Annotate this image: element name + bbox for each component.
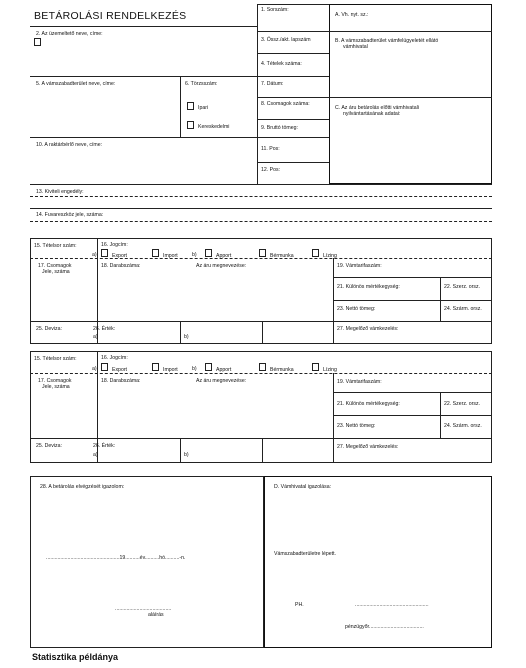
footer-label: Statisztika példánya <box>32 652 119 662</box>
item1-field-26: 26. Érték: <box>93 326 116 332</box>
item1-bermunka-checkbox[interactable] <box>259 249 266 257</box>
item1-import-checkbox[interactable] <box>152 249 159 257</box>
field-6-label: 6. Törzsszám: <box>185 81 218 87</box>
item1-field-22: 22. Szerz. orsz. <box>444 284 481 290</box>
item1-field-25: 25. Deviza: <box>36 326 62 332</box>
item2-26-b: b) <box>184 452 189 458</box>
item2-field-16: 16. Jogcím: <box>101 355 128 361</box>
field-9-label: 9. Bruttó tömeg: <box>261 125 298 131</box>
item1-field-15: 15. Tételsor szám: <box>34 243 77 249</box>
item1-field-16: 16. Jogcím: <box>101 242 128 248</box>
item1-16-b: b) <box>192 252 197 258</box>
field-12-label: 12. Pos: <box>261 167 281 173</box>
field-11-label: 11. Pos: <box>261 146 280 152</box>
ipari-label: Ipari <box>198 105 209 111</box>
item1-lizing-label: Lízing <box>323 253 337 259</box>
item1-field-17b: Jele, száma <box>42 269 70 275</box>
item2-field-27: 27. Megelőző vámkezelés: <box>337 444 399 450</box>
item1-apport-label: Apport <box>216 253 232 259</box>
item2-field-17a: 17. Csomagok <box>38 378 72 384</box>
kereskedelmi-checkbox[interactable] <box>187 121 194 129</box>
item2-field-17b: Jele, száma <box>42 384 70 390</box>
item2-field-18: 18. Darabszáma: <box>101 378 141 384</box>
item1-26-b: b) <box>184 334 189 340</box>
field-b-label-1: B. A vámszabadterület vámfelügyeletét ellátó <box>335 38 439 44</box>
item1-apport-checkbox[interactable] <box>205 249 212 257</box>
field-2-label: 2. Az üzemeltető neve, címe: <box>36 31 103 37</box>
ph-dots: ................................................... <box>355 602 429 608</box>
date-line: ...................................................19..........év..........hó..........-n. <box>46 555 186 561</box>
field-28-label: 28. A betárolás elvégzését igazolom: <box>40 484 125 490</box>
field-5-label: 5. A vámszabadterület neve, címe: <box>36 81 116 87</box>
field-1-label: 1. Sorszám: <box>261 7 289 13</box>
item2-bermunka-label: Bérmunka <box>270 367 294 373</box>
item2-import-label: Import <box>163 367 178 373</box>
item2-export-checkbox[interactable] <box>101 363 108 371</box>
item2-bermunka-checkbox[interactable] <box>259 363 266 371</box>
item1-field-19: 19. Vámtarifaszám: <box>337 263 382 269</box>
item1-field-18: 18. Darabszáma: <box>101 263 141 269</box>
field-b-label-2: vámhivatal <box>343 44 368 50</box>
item2-import-checkbox[interactable] <box>152 363 159 371</box>
item2-16-a: a) <box>92 366 97 372</box>
item2-lizing-label: Lízing <box>323 367 337 373</box>
field-8-label: 8. Csomagok száma: <box>261 101 310 107</box>
item1-bermunka-label: Bérmunka <box>270 253 294 259</box>
field-14-label: 14. Fuvareszköz jele, száma: <box>36 212 104 218</box>
item2-apport-label: Apport <box>216 367 232 373</box>
field-c-label-2: nyilvántartásának adatai: <box>343 111 401 117</box>
item2-field-25: 25. Deviza: <box>36 443 62 449</box>
form-title: BETÁROLÁSI RENDELKEZÉS <box>34 10 187 22</box>
item1-26-a: a) <box>93 334 98 340</box>
field-7-label: 7. Dátum: <box>261 81 284 87</box>
item2-field-18-desc: Az áru megnevezése: <box>196 378 247 384</box>
item1-field-23: 23. Nettó tömeg: <box>337 306 376 312</box>
item2-26-a: a) <box>93 452 98 458</box>
cashier-label: pénzügyőr <box>345 624 370 630</box>
field-a-label: A. Vh. nyt. sz.: <box>335 12 369 18</box>
ipari-checkbox[interactable] <box>187 102 194 110</box>
item2-field-19: 19. Vámtarifaszám: <box>337 379 382 385</box>
field-10-label: 10. A raktárbérlő neve, címe: <box>36 142 103 148</box>
item1-field-18-desc: Az áru megnevezése: <box>196 263 247 269</box>
field-4-label: 4. Tételek száma: <box>261 61 302 67</box>
item2-field-15: 15. Tételsor szám: <box>34 356 77 362</box>
field-c-label-1: C. Az áru betárolás előtti vámhivatali <box>335 105 419 111</box>
item1-export-label: Export <box>112 253 127 259</box>
item1-lizing-checkbox[interactable] <box>312 249 319 257</box>
item1-import-label: Import <box>163 253 178 259</box>
item2-field-26: 26. Érték: <box>93 443 116 449</box>
item2-field-23: 23. Nettó tömeg: <box>337 423 376 429</box>
field-2-box[interactable] <box>34 38 41 46</box>
item2-16-b: b) <box>192 366 197 372</box>
item2-field-21: 21. Különös mértékegység: <box>337 401 400 407</box>
item2-lizing-checkbox[interactable] <box>312 363 319 371</box>
item2-apport-checkbox[interactable] <box>205 363 212 371</box>
item1-export-checkbox[interactable] <box>101 249 108 257</box>
ph-label: PH. <box>295 602 304 608</box>
signature-dots: ....................................... <box>115 606 172 612</box>
field-13-label: 13. Kiviteli engedély: <box>36 189 84 195</box>
item2-field-24: 24. Szárm. orsz. <box>444 423 482 429</box>
item1-field-27: 27. Megelőző vámkezelés: <box>337 326 399 332</box>
field-d-label: D. Vámhivatal igazolása: <box>274 484 332 490</box>
item2-export-label: Export <box>112 367 127 373</box>
item1-16-a: a) <box>92 252 97 258</box>
kereskedelmi-label: Kereskedelmi <box>198 124 230 130</box>
item1-field-21: 21. Különös mértékegység: <box>337 284 400 290</box>
item1-field-17a: 17. Csomagok <box>38 263 72 269</box>
entered-label: Vámszabadterületre lépett. <box>274 551 336 557</box>
item2-field-22: 22. Szerz. orsz. <box>444 401 481 407</box>
signature-label: aláírás <box>148 612 164 618</box>
cashier-dots: ...................................... <box>369 624 424 630</box>
item1-field-24: 24. Szárm. orsz. <box>444 306 482 312</box>
field-3-label: 3. Össz./akt. lapszám <box>261 37 311 43</box>
